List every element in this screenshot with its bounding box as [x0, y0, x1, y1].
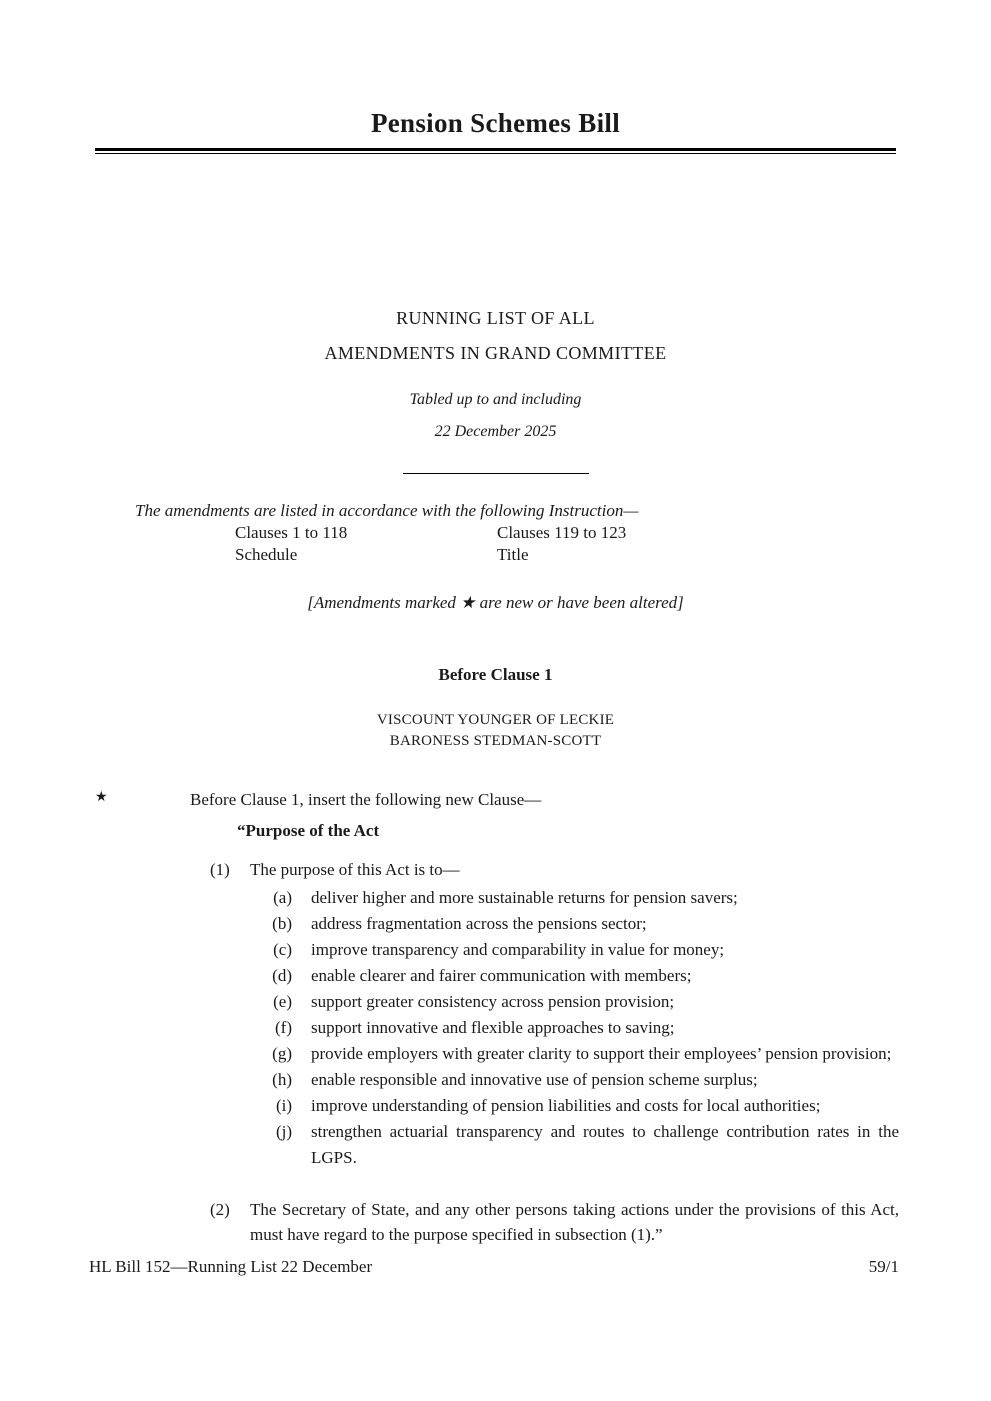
- amendment-block: [0, 788, 991, 1247]
- list-item: [250, 1015, 991, 1041]
- item-label: (b): [272, 914, 292, 933]
- instruction-row: [235, 544, 991, 566]
- footer-bill-reference: HL Bill 152—Running List 22 December: [89, 1257, 373, 1276]
- item-text: improve transparency and comparability in value for money;: [311, 940, 725, 959]
- subsection-2: [210, 1197, 899, 1247]
- before-clause-heading: Before Clause 1: [438, 665, 553, 684]
- instruction-col-clauses-2: Clauses 119 to 123: [497, 523, 627, 542]
- item-label: (j): [275, 1122, 292, 1141]
- subsection-text: The Secretary of State, and any other persons taking actions under the provisions of this Act, must have regard to the purpose specified in subsection (1).”: [250, 1200, 899, 1244]
- item-label: (a): [273, 888, 292, 907]
- list-item: [250, 1093, 991, 1119]
- title-double-rule: [95, 148, 896, 154]
- item-label: (h): [272, 1070, 292, 1089]
- list-item: [250, 989, 991, 1015]
- amendments-marked-note: [Amendments marked ★ are new or have been altered]: [307, 593, 684, 612]
- item-label: (g): [272, 1044, 292, 1063]
- tabled-date-line: 22 December 2025: [434, 423, 557, 440]
- item-label: (f): [275, 1018, 292, 1037]
- list-item: [250, 1067, 991, 1093]
- list-item: [250, 885, 991, 911]
- separator-rule: [403, 473, 589, 474]
- item-label: (d): [272, 966, 292, 985]
- bill-title: Pension Schemes Bill: [370, 108, 620, 138]
- item-text: improve understanding of pension liabilities and costs for local authorities;: [311, 1096, 821, 1115]
- item-text: strengthen actuarial transparency and routes to challenge contribution rates in the LGPS.: [311, 1122, 899, 1167]
- item-text: address fragmentation across the pensions sector;: [311, 914, 647, 933]
- list-item: [250, 963, 991, 989]
- subsection-text: The purpose of this Act is to—: [250, 860, 460, 879]
- subsection-number: (1): [210, 860, 230, 879]
- item-label: (c): [273, 940, 292, 959]
- list-item: [250, 937, 991, 963]
- item-text: enable clearer and fairer communication with members;: [311, 966, 692, 985]
- new-amendment-star-icon: ★: [95, 790, 108, 805]
- purpose-item-list: [0, 885, 991, 1171]
- footer-page-number: 59/1: [868, 1257, 899, 1276]
- instruction-row: [235, 522, 991, 544]
- sponsor-list: [0, 710, 991, 752]
- item-text: enable responsible and innovative use of pension scheme surplus;: [311, 1070, 758, 1089]
- amendment-lead-text: Before Clause 1, insert the following new Clause—: [190, 790, 542, 809]
- subsection-number: (2): [210, 1200, 230, 1219]
- instruction-col-clauses-1: Clauses 1 to 118: [235, 523, 348, 542]
- list-item: [250, 911, 991, 937]
- sponsor-name: BARONESS STEDMAN-SCOTT: [389, 733, 602, 749]
- instruction-intro: The amendments are listed in accordance with the following Instruction—: [135, 501, 639, 520]
- sponsor-name: VISCOUNT YOUNGER OF LECKIE: [376, 712, 615, 728]
- item-text: deliver higher and more sustainable returns for pension savers;: [311, 888, 738, 907]
- instruction-col-schedule: Schedule: [235, 545, 298, 564]
- subsection-1: [210, 857, 899, 882]
- running-list-heading: RUNNING LIST OF ALL: [396, 308, 595, 328]
- committee-heading: AMENDMENTS IN GRAND COMMITTEE: [324, 343, 667, 363]
- new-clause-title: “Purpose of the Act: [237, 821, 380, 840]
- list-item: [250, 1041, 991, 1067]
- instruction-col-title: Title: [497, 545, 529, 564]
- item-label: (e): [273, 992, 292, 1011]
- item-text: provide employers with greater clarity to support their employees’ pension provision;: [311, 1044, 892, 1063]
- item-text: support innovative and flexible approaches to saving;: [311, 1018, 675, 1037]
- list-item: [250, 1119, 991, 1171]
- page-footer: [89, 1256, 899, 1278]
- item-label: (i): [275, 1096, 292, 1115]
- tabled-up-to-line: Tabled up to and including: [409, 391, 582, 408]
- item-text: support greater consistency across pension provision;: [311, 992, 675, 1011]
